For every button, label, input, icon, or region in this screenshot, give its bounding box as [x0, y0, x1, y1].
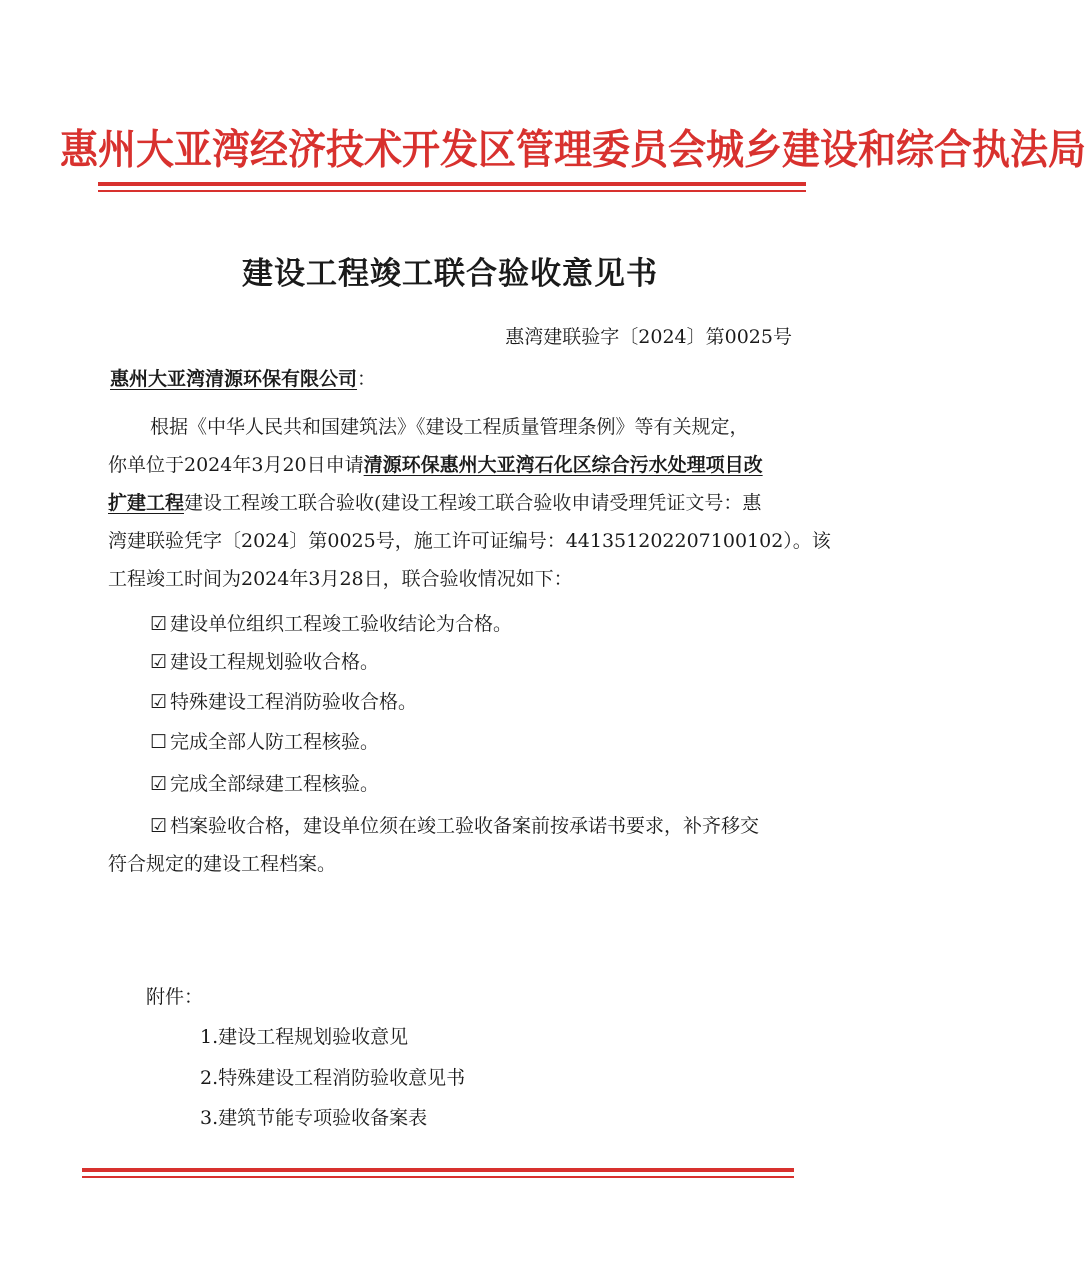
- header-rule-thick: [98, 182, 806, 186]
- footer-rule-thin: [82, 1176, 794, 1178]
- body-line-2-prefix: 你单位于2024年3月20日申请: [108, 454, 364, 476]
- agency-header: 惠州大亚湾经济技术开发区管理委员会城乡建设和综合执法局: [60, 124, 1086, 174]
- checkbox-checked-icon: ☑: [150, 613, 168, 635]
- body-line-5: 工程竣工时间为2024年3月28日，联合验收情况如下：: [108, 568, 573, 590]
- attachment-item: 2.特殊建设工程消防验收意见书: [200, 1067, 466, 1089]
- checklist-continuation: 符合规定的建设工程档案。: [108, 853, 337, 875]
- recipient-name: 惠州大亚湾清源环保有限公司: [110, 368, 358, 390]
- checklist-item: [150, 612, 512, 637]
- attachment-item: 1.建设工程规划验收意见: [200, 1026, 409, 1048]
- checkbox-checked-icon: ☑: [150, 773, 168, 795]
- document-number: 惠湾建联验字〔2024〕第0025号: [505, 326, 792, 348]
- document-title: 建设工程竣工联合验收意见书: [242, 256, 658, 292]
- checkbox-checked-icon: ☑: [150, 651, 168, 673]
- body-line-3-suffix: 建设工程竣工联合验收(建设工程竣工联合验收申请受理凭证文号：惠: [184, 492, 762, 514]
- checklist-item-text: 建设工程规划验收合格。: [170, 651, 380, 673]
- body-line-4: 湾建联验凭字〔2024〕第0025号，施工许可证编号：441351202207100102）。该: [108, 530, 831, 552]
- checklist-item: [150, 650, 379, 675]
- body-line-3: [108, 491, 761, 516]
- checklist-item-text: 建设单位组织工程竣工验收结论为合格。: [170, 613, 513, 635]
- attachments-label: 附件：: [146, 986, 204, 1008]
- attachment-item: 3.建筑节能专项验收备案表: [200, 1107, 428, 1129]
- header-rule-thin: [98, 190, 806, 192]
- checklist-item: [150, 690, 417, 715]
- body-line-1: 根据《中华人民共和国建筑法》《建设工程质量管理条例》等有关规定，: [150, 416, 749, 438]
- footer-rule-thick: [82, 1168, 794, 1172]
- checklist-item: [150, 772, 379, 797]
- recipient-suffix: ：: [357, 368, 377, 390]
- checklist-item-text: 档案验收合格，建设单位须在竣工验收备案前按承诺书要求，补齐移交: [170, 815, 760, 837]
- project-name-part2: 扩建工程: [108, 492, 185, 514]
- checkbox-unchecked-icon: ☐: [150, 731, 168, 753]
- checkbox-checked-icon: ☑: [150, 691, 168, 713]
- project-name-part1: 清源环保惠州大亚湾石化区综合污水处理项目改: [363, 454, 763, 476]
- checklist-item: [150, 730, 379, 755]
- checklist-item-text: 完成全部人防工程核验。: [170, 731, 380, 753]
- body-line-2: [108, 453, 763, 478]
- checkbox-checked-icon: ☑: [150, 815, 168, 837]
- checklist-item-text: 完成全部绿建工程核验。: [170, 773, 380, 795]
- recipient-line: [110, 367, 376, 392]
- checklist-item: [150, 814, 759, 839]
- checklist-item-text: 特殊建设工程消防验收合格。: [170, 691, 418, 713]
